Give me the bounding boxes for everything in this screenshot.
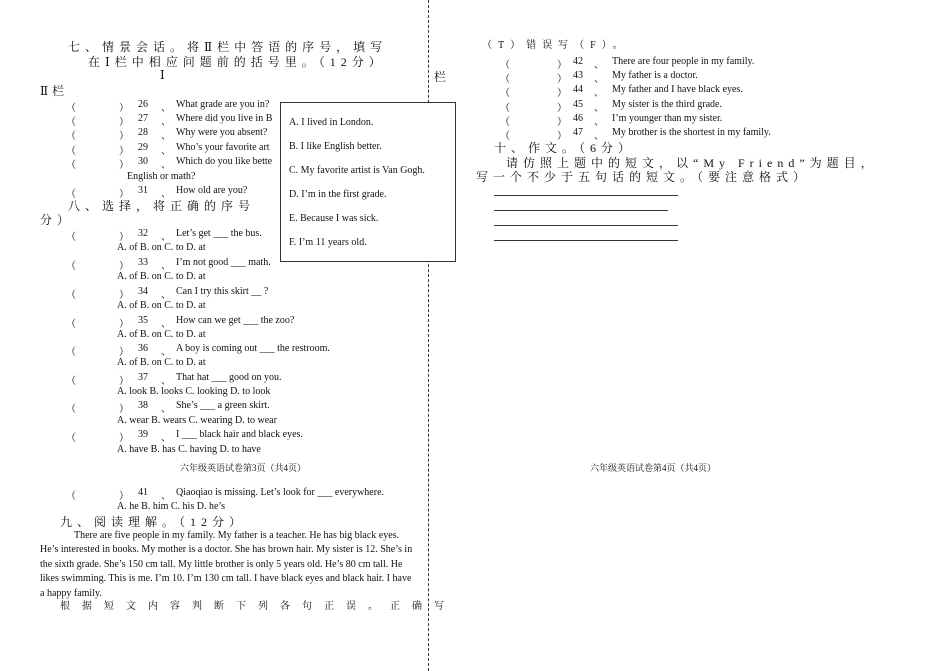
passage-line-3: the sixth grade. She’s 150 cm tall. My little brother is only 5 years old. He’s 80 cm tall. He	[40, 558, 403, 570]
options-38: A. wear B. wears C. wearing D. to wear	[117, 415, 277, 426]
options-36: A. of B. on C. to D. at	[117, 357, 206, 368]
tf-blank-46[interactable]: ）	[557, 117, 567, 128]
answer-option-e: E. Because I was sick.	[289, 213, 379, 224]
passage-line-1: There are five people in my family. My father is a teacher. He has big black eyes.	[74, 530, 400, 541]
answer-blank-34[interactable]: ）	[119, 290, 129, 301]
answer-blank-36[interactable]: ）	[119, 347, 129, 358]
question-30-continuation: English or math?	[127, 171, 196, 182]
tf-blank-47[interactable]: ）	[557, 131, 567, 142]
options-33: A. of B. on C. to D. at	[117, 271, 206, 282]
writing-line-1[interactable]	[494, 195, 678, 196]
answer-blank-31[interactable]: ）	[119, 189, 129, 200]
passage-line-5: a happy family.	[40, 587, 102, 599]
answer-option-b: B. I like English better.	[289, 141, 382, 152]
writing-line-3[interactable]	[494, 225, 678, 226]
writing-line-2[interactable]	[494, 210, 668, 211]
options-34: A. of B. on C. to D. at	[117, 300, 206, 311]
page-footer-3: 六年级英语试卷第3页（共4页）	[180, 463, 307, 473]
tf-blank-42[interactable]: ）	[557, 60, 567, 71]
page-footer-4: 六年级英语试卷第4页（共4页）	[590, 463, 717, 473]
tf-blank-43[interactable]: ）	[557, 74, 567, 85]
answer-options-box	[280, 102, 456, 262]
options-37: A. look B. looks C. looking D. to look	[117, 386, 271, 397]
column-label-right: 栏	[434, 70, 447, 84]
tf-blank-45[interactable]: ）	[557, 103, 567, 114]
answer-blank-30[interactable]: ）	[119, 160, 129, 171]
answer-blank-39[interactable]: ）	[119, 433, 129, 444]
answer-blank-37[interactable]: ）	[119, 376, 129, 387]
options-32: A. of B. on C. to D. at	[117, 242, 206, 253]
reading-passage	[40, 529, 452, 601]
answer-option-f: F. I’m 11 years old.	[289, 237, 367, 248]
answer-blank-35[interactable]: ）	[119, 319, 129, 330]
section9-instruction: 根据短文内容判断下列各句正误。正确写	[60, 601, 456, 612]
options-39: A. have B. has C. having D. to have	[117, 444, 261, 455]
answer-option-c: C. My favorite artist is Van Gogh.	[289, 165, 425, 176]
answer-blank-27[interactable]: ）	[119, 117, 129, 128]
answer-blank-29[interactable]: ）	[119, 146, 129, 157]
answer-option-d: D. I’m in the first grade.	[289, 189, 387, 200]
options-35: A. of B. on C. to D. at	[117, 329, 206, 340]
passage-line-4: likes swimming. This is me. I’m 10. I’m 130 cm tall. I have black eyes and black hair. I have	[40, 573, 412, 585]
answer-blank-26[interactable]: ）	[119, 103, 129, 114]
answer-blank-32[interactable]: ）	[119, 232, 129, 243]
answer-option-a: A. I lived in London.	[289, 117, 374, 128]
section8-title-cont: 分）	[40, 213, 75, 227]
writing-line-4[interactable]	[494, 240, 678, 241]
section10-instruction-line1: 请仿照上题中的短文，以“My Friend”为题目，	[506, 156, 878, 170]
section8-title: 八、选择，将正确的序号	[68, 199, 256, 213]
section10-title: 十、作文。（6分）	[494, 141, 636, 155]
passage-line-2: He’s interested in books. My mother is a doctor. She has brown hair. My sister is 12. She’s in	[40, 544, 413, 556]
column-2-label: Ⅱ栏	[40, 84, 69, 98]
answer-blank-41[interactable]: ）	[119, 491, 129, 502]
section7-title-line1: 七、情景会话。将Ⅱ栏中答语的序号，填写	[68, 40, 388, 54]
section7-title-line2: 在Ⅰ栏中相应问题前的括号里。（12分）	[88, 55, 386, 69]
answer-blank-33[interactable]: ）	[119, 261, 129, 272]
section10-instruction-line2: 写一个不少于五句话的短文。（要注意格式）	[476, 170, 811, 184]
tf-blank-44[interactable]: ）	[557, 88, 567, 99]
answer-blank-38[interactable]: ）	[119, 404, 129, 415]
options-41: A. he B. him C. his D. he’s	[117, 501, 226, 512]
section9-title: 九、阅读理解。（12分）	[60, 515, 247, 529]
column-1-label: Ⅰ	[160, 68, 165, 82]
answer-blank-28[interactable]: ）	[119, 131, 129, 142]
section9-instruction-cont: （T）错误写（F）。	[482, 40, 629, 51]
